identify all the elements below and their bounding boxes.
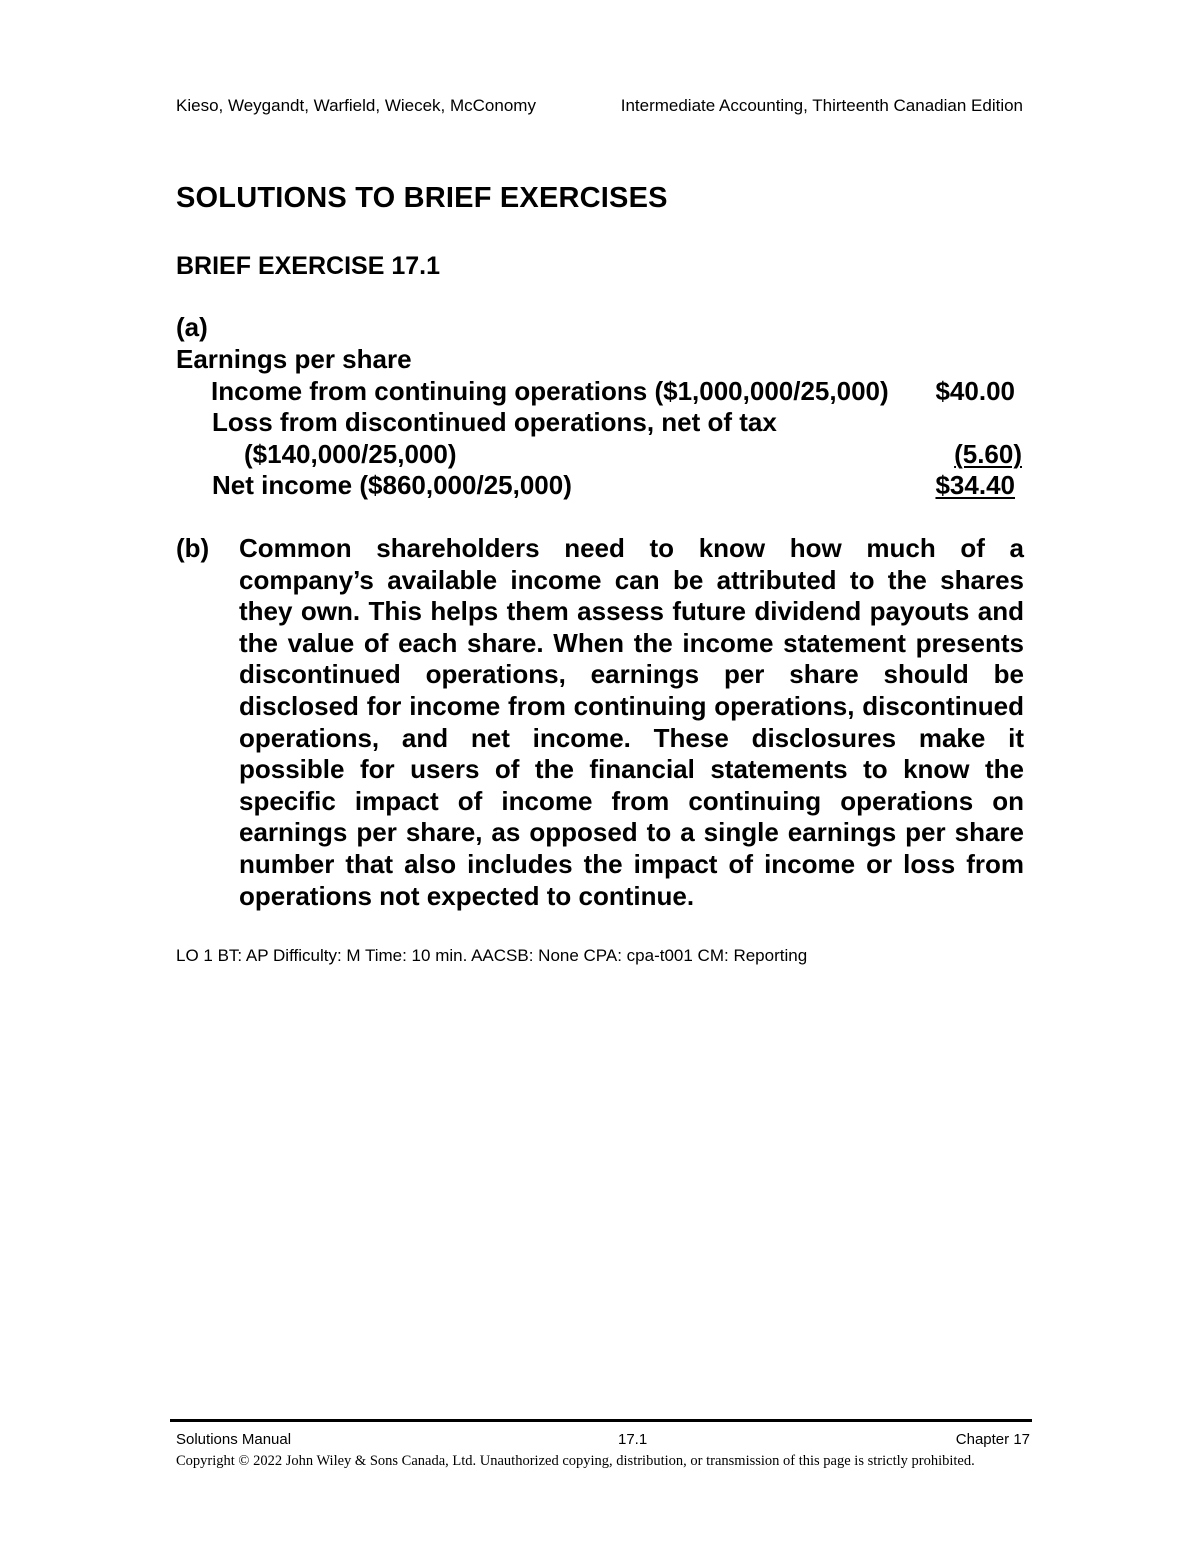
part-b-answer: Common shareholders need to know how much of a company’s available income can be attributed to the shares they own. This helps them assess future dividend payouts and the value of each share. When the income statement presents discontinued operations, earnings per share should be disclosed for income from continuing operations, discontinued operations, and net income. These disclosures make it possible for users of the financial statements to know the specific impact of income from continuing operations on earnings per share, as opposed to a single earnings per share number that also includes the impact of income or loss from operations not expected to continue. xyxy=(239,533,1024,911)
eps-heading: Earnings per share xyxy=(176,344,412,374)
footer-page-number: 17.1 xyxy=(618,1431,648,1448)
running-header-book-title: Intermediate Accounting, Thirteenth Canadian Edition xyxy=(620,96,1023,115)
discontinued-operations-calc: ($140,000/25,000) xyxy=(244,439,457,469)
page-title: SOLUTIONS TO BRIEF EXERCISES xyxy=(176,182,668,214)
footer-divider xyxy=(170,1419,1032,1422)
part-b-label: (b) xyxy=(176,533,210,563)
footer-chapter: Chapter 17 xyxy=(955,1431,1030,1448)
learning-objective-meta: LO 1 BT: AP Difficulty: M Time: 10 min. AACSB: None CPA: cpa-t001 CM: Reporting xyxy=(176,946,808,965)
footer-manual-name: Solutions Manual xyxy=(176,1431,292,1448)
exercise-heading: BRIEF EXERCISE 17.1 xyxy=(176,252,440,280)
discontinued-operations-label: Loss from discontinued operations, net of tax xyxy=(212,407,777,437)
copyright-notice: Copyright © 2022 John Wiley & Sons Canada, Ltd. Unauthorized copying, distribution, or transmission of this page is strictly prohibited. xyxy=(176,1453,975,1469)
continuing-operations-label: Income from continuing operations ($1,000,000/25,000) xyxy=(211,376,889,406)
discontinued-operations-amount: (5.60) xyxy=(954,439,1022,469)
part-a-label: (a) xyxy=(176,312,208,342)
continuing-operations-amount: $40.00 xyxy=(935,376,1015,406)
running-header-authors: Kieso, Weygandt, Warfield, Wiecek, McConomy xyxy=(176,96,536,115)
net-income-amount: $34.40 xyxy=(935,470,1015,500)
net-income-label: Net income ($860,000/25,000) xyxy=(212,470,572,500)
